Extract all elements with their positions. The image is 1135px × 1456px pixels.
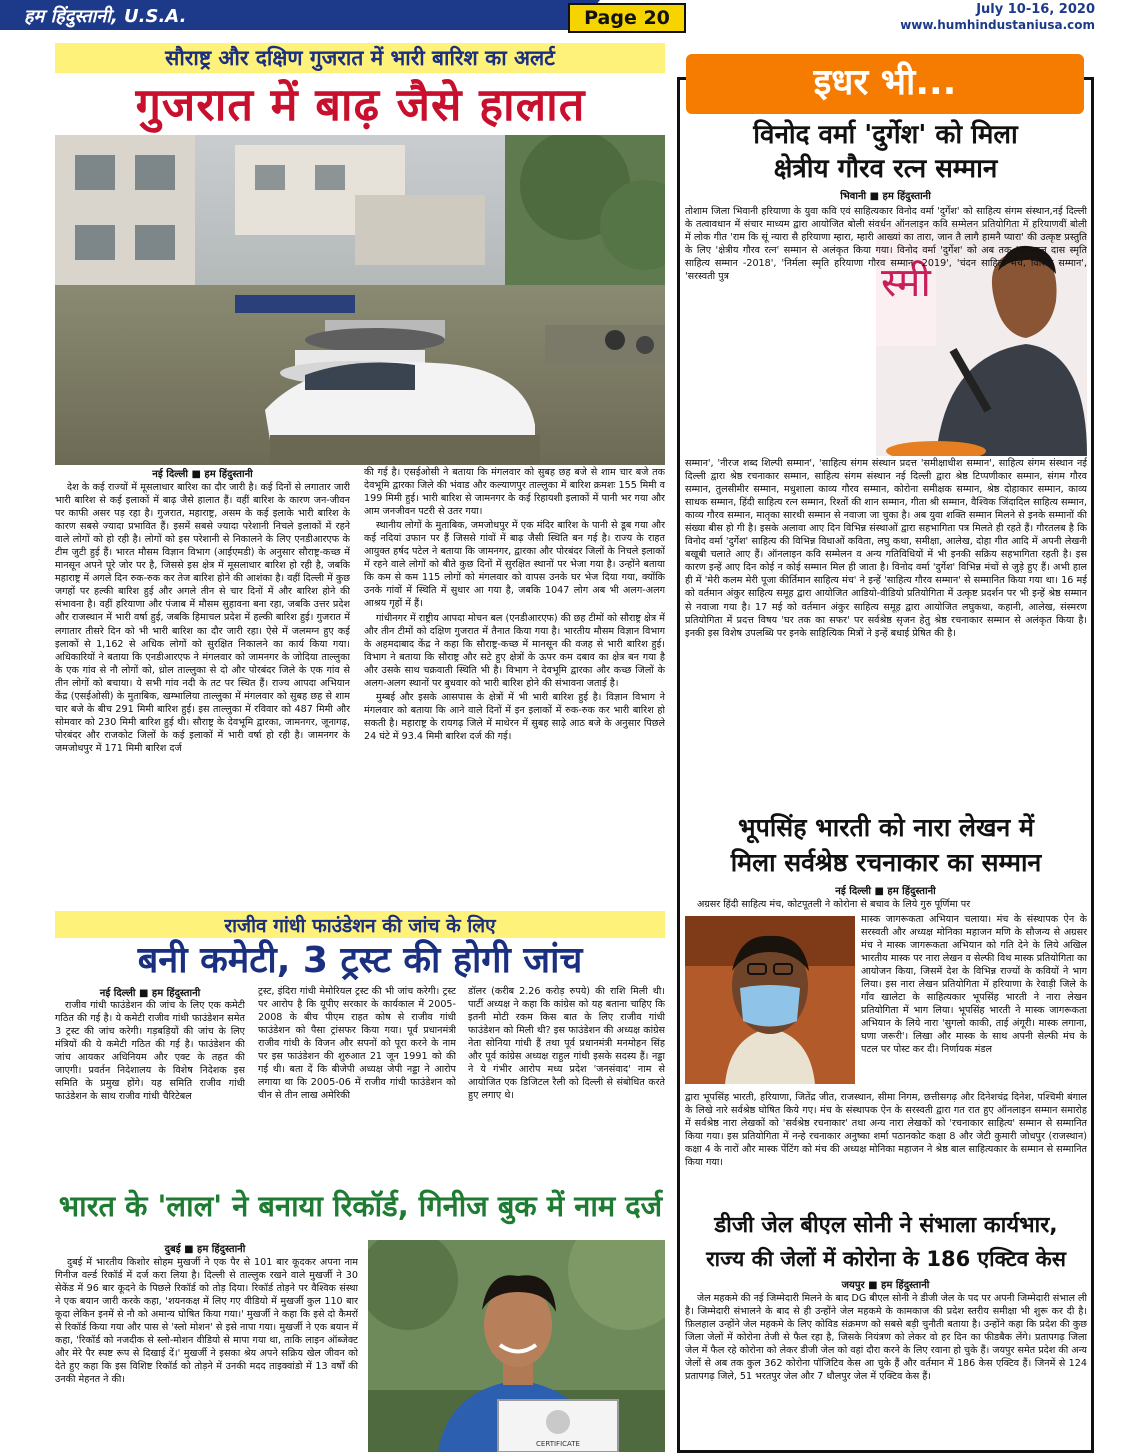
slogan-headline-line2: मिला सर्वश्रेष्ठ रचनाकार का सम्मान	[730, 848, 1042, 877]
flood-body-col2	[364, 466, 665, 893]
slogan-intro: अग्रसर हिंदी साहित्य मंच, कोटपूतली ने कोरोना से बचाव के लिये गुरु पूर्णिमा पर	[697, 899, 971, 910]
rgf-kicker: राजीव गांधी फाउंडेशन की जांच के लिए	[224, 915, 496, 937]
award-headline-line1: विनोद वर्मा 'दुर्गेश' को मिला	[753, 120, 1018, 150]
award-body-full: सम्मान', 'नीरज शब्द शिल्पी सम्मान', 'साहित्य संगम संस्थान प्रदत्त 'समीक्षाधीश सम्मान', साहित्य संगम संस्थान नई दिल्ली द्वारा श्रेष्ठ रचनाकार सम्मान, साहित्य संगम संस्थान नई दिल्ली द्वारा श्रेष्ठ टिप्पणीकार सम्मान, संगम गौरव सम्मान, तुलसीमीर सम्मान, मधुशाला काव्य गौरव सम्मान, कोरोना समीक्षक सम्मान, श्रेष्ठ दोहाकार सम्मान, काव्य साधक सम्मान, हिंदी साहित्य रत्न सम्मान, रिश्तों की शान सम्मान, गीता श्री सम्मान, वैश्विक जिंदादिल साहित्य सम्मान, काव्य गौरव सम्मान, मातृका सारथी सम्मान से नवाजा जा चुका है। अब युवा शक्ति सम्मान मिलने से इनके सम्मानों की संख्या बीस हो गी है। इसके अलावा आए दिन विभिन्न संस्थाओं द्वारा सहभागिता पत्र मिलते ही रहते हैं। गौरतलब है कि विनोद वर्मा 'दुर्गेश' साहित्य की विभिन्न विधाओं कविता, लघु कथा, समीक्षा, आलेख, दोहा गीत आदि में अपनी लेखनी बखूबी चलाते आए हैं। ऑनलाइन कवि सम्मेलन व अन्य गतिविधियों में भी इनकी सक्रिय सहभागिता रहती है। इस कारण इन्हें आए दिन कोई न कोई सम्मान मिल ही जाता है। विनोद वर्मा 'दुर्गेश' विभिन्न मंचों से जुड़े हुए हैं। अभी हाल ही में 'मेरी कलम मेरी पूजा कीर्तिमान साहित्य मंच' ने इन्हें 'साहित्य गौरव सम्मान' से सम्मानित किया गया था। 16 मई को वर्तमान अंकुर साहित्य समूह द्वारा आयोजित आडियो-वीडियो प्रतियोगिता में उत्कृष्ट प्रदर्शन पर भी इन्हें श्रेष्ठ सम्मान से नवाजा गया है। 17 मई को वर्तमान अंकुर साहित्य समूह द्वारा आयोजित लघुकथा, कहानी, आलेख, संस्मरण प्रतियोगिता में प्रदत्त विषय 'घर तक का सफर' पर सर्वश्रेष्ठ सृजन हेतु श्रेष्ठ रचनाकार सम्मान से अलंकृत किया है। इनकी इस विशेष उपलब्धि पर इनके साहित्यिक मित्रों ने इन्हें बधाई प्रेषित की है।	[685, 458, 1087, 639]
rgf-body-col1: राजीव गांधी फाउंडेशन की जांच के लिए एक कमेटी गठित की गई है। ये कमेटी राजीव गांधी फाउंडेशन समेत 3 ट्रस्ट की जांच करेगी। गड़बड़ियों की जांच के लिए मंत्रियों की ये कमेटी गठित की गई है। फाउंडेशन की जांच आयकर अधिनियम और एक्ट के तहत की जाएगी। प्रवर्तन निदेशालय के विशेष निदेशक इस समिति के प्रमुख होंगे। यह समिति राजीव गांधी फाउंडेशन के साथ राजीव गांधी चैरिटेबल	[55, 1000, 245, 1103]
masthead	[0, 0, 1135, 36]
flood-photo	[55, 135, 665, 465]
jail-body: जेल महकमे की नई जिम्मेदारी मिलने के बाद DG बीएल सोनी ने डीजी जेल के पद पर अपनी जिम्मेदारी संभाल ली है। जिम्मेदारी संभालने के बाद से ही उन्होंने जेल महकमे के कामकाज की प्रदेश स्तरीय समीक्षा भी शुरू कर दी है। फ़िलहाल उन्होंने जेल महकमे के लिए कोविड संक्रमण को सबसे बड़ी चुनौती बताया है। उन्होंने कहा कि प्रदेश की कुछ जिला जेलों में कोरोना तेजी से फैल रहा है, जिसके नियंत्रण को लेकर वो हर दिन का फीडबैक लेंगे। प्रतापगढ़ जिला जेल में फैल रहे कोरोना को लेकर डीजी जेल को वहां दौरा करने के लिए रवाना हो चुके हैं। जयपुर समेत प्रदेश की अन्य जेलों से अब तक कुल 362 कोरोना पॉजिटिव केस आ चुके हैं और वर्तमान में 186 केस एक्टिव हैं। जिनमें से 124 प्रतापगढ़ जिले, 51 भरतपुर जेल और 7 धौलपुर जेल में एक्टिव केस हैं।	[685, 1293, 1087, 1383]
flood-headline: गुजरात में बाढ़ जैसे हालात	[135, 78, 586, 131]
award-byline: भिवानी ■ हम हिंदुस्तानी	[840, 191, 931, 202]
flooded-street-image	[55, 135, 665, 465]
paper-name: हम हिंदुस्तानी, U.S.A.	[24, 6, 187, 27]
record-photo	[368, 1240, 665, 1452]
jail-headline-line1: डीजी जेल बीएल सोनी ने संभाला कार्यभार,	[714, 1213, 1058, 1238]
paragraph: देश के कई राज्यों में मूसलाधार बारिश का दौर जारी है। कई दिनों से लगातार जारी भारी बारिश से कई इलाकों में बाढ़ जैसे हालात हैं। वहीं बारिश के कारण जन-जीवन पर काफी असर पड़ रहा है। गुजरात, महाराष्ट्र, असम के कई इलाके भारी बारिश के कारण सबसे ज्यादा प्रभावित हैं। इसमें सबसे ज्यादा परेशानी निचले इलाकों में रहने वाले लोगों को हो रही है। लोगों को इस परेशानी से निकालने के लिए एनडीआरएफ के टीम जुटी हुई हैं। भारत मौसम विज्ञान विभाग (आईएमडी) के अनुसार सौराष्ट्र-कच्छ में मानसून अपने पूरे जोर पर है, जिससे इस क्षेत्र में मूसलाधार बारिश हो रही है, जबकि महाराष्ट्र में अगले दिन रुक-रुक कर तेज बारिश होने की आशंका है। वहीं दिल्ली में कुछ जगहों पर हल्की बारिश हुई और अगले तीन से चार दिनों में और बारिश होने की संभावना है। वहीं हरियाणा और पंजाब में मौसम सुहावना बना रहा, जबकि उत्तर प्रदेश और राजस्थान में भारी वर्षा हुई, जबकि हिमाचल प्रदेश में हल्की बारिश हुई। गुजरात में लगातार तीसरे दिन को भी भारी बारिश का दौर जारी रहा। ऐसे में जलमग्न हुए कई इलाकों से 1,162 से अधिक लोगों को सुरक्षित निकालने का कार्य किया गया।अधिकारियों ने बताया कि एनडीआरएफ ने मंगलवार को जामनगर के जोदिया ताल्लुका के एक गांव से नौ लोगों को, ध्रोल ताल्लुका से दो और पोरबंदर जिले के एक गांव से तीन लोगों को बचाया। ये सभी गांव नदी के तट पर स्थित हैं। राज्य आपदा अभियान केंद्र (एसईओसी) के मुताबिक, खम्भालिया ताल्लुका में मंगलवार को सुबह छह से शाम चार बजे के बीच 291 मिमी बारिश हुई। इस ताल्लुका में रविवार को 487 मिमी और सोमवार को 230 मिमी बारिश हुई थी। सौराष्ट्र के देवभूमि द्वारका, जामनगर, जूनागढ़, पोरबंदर और राजकोट जिलों के कई इलाकों में भारी वर्षा हो रही है। जामनगर के जमजोधपुर में 171 मिमी बारिश दर्ज	[55, 482, 350, 754]
flood-byline: नई दिल्ली ■ हम हिंदुस्तानी	[152, 469, 253, 480]
slogan-headline-line1: भूपसिंह भारती को नारा लेखन में	[738, 813, 1034, 842]
rgf-byline: नई दिल्ली ■ हम हिंदुस्तानी	[99, 988, 201, 999]
jail-byline: जयपुर ■ हम हिंदुस्तानी	[841, 1280, 930, 1291]
rgf-body-col3: डॉलर (करीब 2.26 करोड़ रुपये) की राशि मिली थी। पार्टी अध्यक्ष ने कहा कि कांग्रेस को यह बताना चाहिए कि इतनी मोटी रकम किस बात के लिए राजीव गांधी फाउंडेशन को मिली थी? इस फाउंडेशन की अध्यक्ष कांग्रेस नेता सोनिया गांधी हैं तथा पूर्व प्रधानमंत्री मनमोहन सिंह और पूर्व कांग्रेस अध्यक्ष राहुल गांधी इसके सदस्य हैं। नड्डा ने ये गंभीर आरोप मध्य प्रदेश 'जनसंवाद' नाम से आयोजित एक डिजिटल रैली को दिल्ली से संबोधित करते हुए लगाए थे।	[468, 986, 665, 1102]
paragraph: स्थानीय लोगों के मुताबिक, जमजोधपुर में एक मंदिर बारिश के पानी से डूब गया और कई नदियां उफान पर हैं जिससे गांवों में बाढ़ जैसी स्थिति बन गई है। राज्य के राहत आयुक्त हर्षद पटेल ने बताया कि जामनगर, द्वारका और पोरबंदर जिलों के निचले इलाकों में रहने वाले लोगों को बीते कुछ दिनों में सुरक्षित स्थानों पर भेजा गया है। उन्होंने बताया कि कम से कम 115 लोगों को मंगलवार को वापस उनके घर भेज दिया गया, क्योंकि उनके गांवों में स्थिति में सुधार आ गया है, जबकि 1047 लोग अब भी अलग-अलग आश्रय गृहों में हैं।	[364, 520, 665, 610]
certificate-label: CERTIFICATE	[536, 1440, 580, 1448]
backdrop-text: स्मी	[881, 260, 931, 306]
slogan-byline: नई दिल्ली ■ हम हिंदुस्तानी	[835, 886, 936, 897]
teen-with-certificate-image	[368, 1240, 665, 1452]
slogan-photo	[685, 916, 855, 1084]
slogan-body-full: द्वारा भूपसिंह भारती, हरियाणा, जितेंद्र जीत, राजस्थान, सीमा निगम, छत्तीसगढ़ और दिनेशचंद्र दिनेश, पश्चिमी बंगाल के लिखे नारे सर्वश्रेष्ठ घोषित किये गए। मंच के संस्थापक ऐन के सरस्वती द्वारा गत रात हुए ऑनलाइन सम्मान समारोह में सर्वश्रेष्ठ नारा लेखकों को 'सर्वश्रेष्ठ रचनाकार' तथा अन्य नारा लेखकों को 'रचनाकार साहित्य' सम्मान से सम्मानित किया गया। इस प्रतियोगिता में नन्हे रचनाकार अनुष्का शर्मा पठानकोट कक्षा 8 और जेटी कुमारी जोधपुर (राजस्थान) कक्षा 4 के नारों और मास्क पेंटिंग को मंच की अध्यक्ष मोनिका महाजन ने श्रेष्ठ बाल साहित्यकार के सम्मान से सम्मानित किया गया।	[685, 1092, 1087, 1169]
page-label: Page 20	[568, 3, 686, 33]
record-byline: दुबई ■ हम हिंदुस्तानी	[164, 1244, 246, 1255]
website-link[interactable]: www.humhindustaniusa.com	[900, 18, 1095, 32]
slogan-body-wrap: मास्क जागरूकता अभियान चलाया। मंच के संस्थापक ऐन के सरस्वती और अध्यक्ष मोनिका महाजन मणि के सौजन्य से अग्रसर मंच ने मास्क जागरूकता अभियान को गति देने के लिये अखिल भारतीय मास्क पर नारा लेखन व सेल्फी विथ मास्क प्रतियोगिता का आयोजन किया, जिसमें देश के विभिन्न राज्यों के कवियों ने भाग लिया। इस नारा लेखन प्रतियोगिता में हरियाणा के रेवाड़ी जिले के गाँव खालेटा के साहित्यकार भूपसिंह भारती ने नारा लेखन प्रतियोगिता में भाग लिया। भूपसिंह भारती ने मास्क जागरूकता अभियान के लिये नारा 'सुगलो काकी, ताई अंगूरी। मास्क लगाना, घणा जरूरी'। लिखा और मास्क के साथ अपनी सेल्फी मंच के पटल पर पोस्ट कर दी। निर्णायक मंडल	[861, 914, 1087, 1056]
record-headline: भारत के 'लाल' ने बनाया रिकॉर्ड, गिनीज बुक में नाम दर्ज	[58, 1189, 663, 1223]
flood-kicker: सौराष्ट्र और दक्षिण गुजरात में भारी बारिश का अलर्ट	[165, 46, 555, 70]
sidebar-banner-title: इधर भी...	[813, 62, 957, 103]
award-body-wrap: तोशाम जिला भिवानी हरियाणा के युवा कवि एवं साहित्यकार विनोद वर्मा 'दुर्गेश' को साहित्य संगम संस्थान,नई दिल्ली के तत्वावधान में संचार माध्यम द्वारा आयोजित बोली संवर्धन ऑनलाइन कवि सम्मेलन प्रतियोगिता में हरियाणवीं बोली में लोक गीत 'राम कि सूं न्यारा सै हरियाणा म्हारा, म्हारी आख्यां का तारा, जान तै लागै हामनै प्यारा' की उत्कृष्ट प्रस्तुति के लिए 'क्षेत्रीय गौरव रत्न' सम्मान से अलंकृत किया गया। विनोद वर्मा 'दुर्गेश' को अब तक 'जयलाल दास स्मृति साहित्य सम्मान -2018', 'निर्मला स्मृति हरियाणा गौरव सम्मान -2019', 'चंदन साहित्य मंच, विशिष्ट सम्मान', 'सरस्वती पुत्र	[685, 206, 1087, 283]
jail-headline-line2: राज्य की जेलों में कोरोना के 186 एक्टिव केस	[706, 1247, 1066, 1271]
flood-body-col1	[55, 481, 350, 893]
rgf-body-col2: ट्रस्ट, इंदिरा गांधी मेमोरियल ट्रस्ट की भी जांच करेगी। ट्रस्ट पर आरोप है कि यूपीए सरकार के कार्यकाल में 2005-2008 के बीच पीएम राहत कोष से राजीव गांधी फाउंडेशन को पैसा ट्रांसफर किया गया। पूर्व प्रधानमंत्री राजीव गांधी के विजन और सपनों को पूरा करने के नाम पर इस फाउंडेशन की शुरुआत 21 जून 1991 को की गई थी। बता दें कि बीजेपी अध्यक्ष जेपी नड्डा ने आरोप लगाया था कि 2005-06 में राजीव गांधी फाउंडेशन को चीन से तीन लाख अमेरिकी	[258, 986, 456, 1102]
paragraph: मुम्बई और इसके आसपास के क्षेत्रों में भी भारी बारिश हुई है। विज्ञान विभाग ने मंगलवार को बताया कि आने वाले दिनों में इन इलाकों में रुक-रुक कर भारी बारिश हो सकती है। महाराष्ट्र के रायगढ़ जिले में माथेरन में सुबह साढ़े आठ बजे के अनुसार पिछले 24 घंटे में 93.4 मिमी बारिश दर्ज की गई।	[364, 691, 665, 742]
paragraph: गांधीनगर में राष्ट्रीय आपदा मोचन बल (एनडीआरएफ) की छह टीमों को सौराष्ट्र क्षेत्र में और तीन टीमों को दक्षिण गुजरात में तैनात किया गया है। भारतीय मौसम विज्ञान विभाग के अहमदाबाद केंद्र ने कहा कि सौराष्ट्र-कच्छ में मानसून की वजह से भारी बारिश हुई। विभाग ने बताया कि सौराष्ट्र और सटे हुए क्षेत्रों के ऊपर कम दबाव का क्षेत्र बन गया है और उसके साथ चक्रवाती स्थिति भी है। विभाग ने देवभूमि द्वारका और कच्छ जिलों के अलग-अलग स्थानों पर बुधवार को भारी बारिश होने की संभावना जताई है।	[364, 612, 665, 689]
record-body: दुबई में भारतीय किशोर सोहम मुखर्जी ने एक पैर से 101 बार कूदकर अपना नाम गिनीज वर्ल्ड रिकॉर्ड में दर्ज करा लिया है। दिल्ली से ताल्लुक रखने वाले मुखर्जी ने 30 सेकेंड में 96 बार कूदने के पिछले रिकॉर्ड को तोड़ दिया। रिकॉर्ड तोड़ने पर वैश्विक संस्था ने एक बयान जारी करके कहा, 'शयनकक्ष में लिए गए वीडियो में मुखर्जी कुल 110 बार कूदा लेकिन इनमें से नौ को अमान्य घोषित किया गया।' मुखर्जी ने कहा कि इसे दो कैमरों से रिकॉर्ड किया गया और पास से 'स्लो मोशन' से इसे नापा गया। मुखर्जी ने एक बयान में कहा, 'रिकॉर्ड को नजदीक से स्लो-मोशन वीडियो से मापा गया था, ताकि लाइन ऑब्जेक्ट और मेरे पैर स्पष्ट रूप से दिखाई दें।' मुखर्जी ने इसका श्रेय अपने सक्रिय खेल जीवन को देते हुए कहा कि इस विशिष्ट रिकॉर्ड को तोड़ने में उनकी मदद ताइक्वांडो में 13 वर्षों की उनकी मेहनत ने की।	[55, 1257, 358, 1386]
man-with-mask-image	[685, 916, 855, 1084]
paragraph: की गई है। एसईओसी ने बताया कि मंगलवार को सुबह छह बजे से शाम चार बजे तक देवभूमि द्वारका जिले की भंवाड और कल्याणपुर ताल्लुका में बारिश क्रमशः 155 मिमी व 199 मिमी हुई। भारी बारिश से जामनगर के कई रिहायशी इलाकों में पानी भर गया और आम जनजीवन पटरी से उतर गया।	[364, 467, 665, 518]
award-headline-line2: क्षेत्रीय गौरव रत्न सम्मान	[773, 154, 998, 184]
issue-date: July 10-16, 2020	[976, 2, 1095, 17]
rgf-headline: बनी कमेटी, 3 ट्रस्ट की होगी जांच	[137, 940, 583, 981]
